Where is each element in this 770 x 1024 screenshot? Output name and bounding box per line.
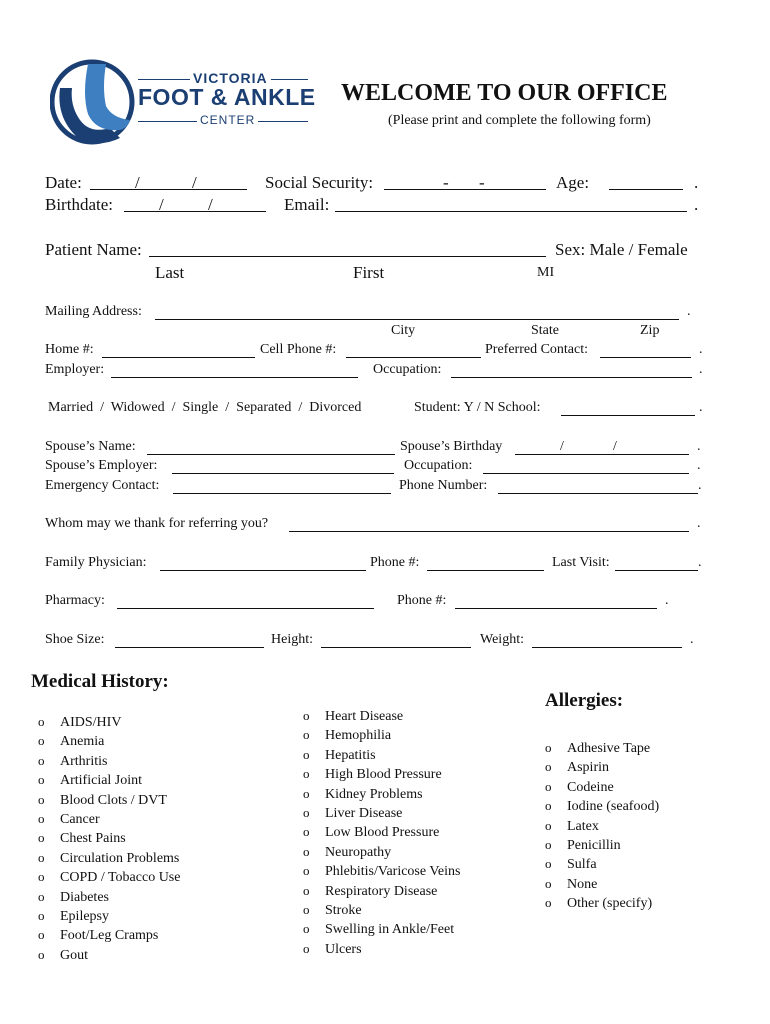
checkbox-circle-icon[interactable]: o bbox=[38, 733, 45, 749]
email-field[interactable] bbox=[335, 211, 687, 212]
line-end-period: . bbox=[690, 632, 694, 647]
referral-label: Whom may we thank for referring you? bbox=[45, 516, 269, 531]
weight-label: Weight: bbox=[480, 632, 524, 647]
medical-history-item-label: Ulcers bbox=[325, 941, 362, 957]
medical-history-item-label: Liver Disease bbox=[325, 806, 403, 821]
family-physician-field[interactable] bbox=[160, 570, 366, 571]
medical-history-item-label: Hemophilia bbox=[325, 728, 392, 744]
medical-history-item-label: Epilepsy bbox=[60, 909, 109, 924]
allergy-item-label: Sulfa bbox=[567, 857, 597, 873]
family-physician-label: Family Physician: bbox=[45, 555, 147, 570]
physician-phone-field[interactable] bbox=[427, 570, 544, 571]
checkbox-circle-icon[interactable]: o bbox=[303, 746, 310, 762]
checkbox-circle-icon[interactable]: o bbox=[303, 921, 310, 937]
medical-history-item-label: Neuropathy bbox=[325, 844, 392, 860]
home-phone-field[interactable] bbox=[102, 357, 255, 358]
checkbox-circle-icon[interactable]: o bbox=[38, 714, 45, 729]
medical-history-item-label: Heart Disease bbox=[325, 709, 404, 724]
medical-history-item-label: Cancer bbox=[60, 812, 100, 827]
checkbox-circle-icon[interactable]: o bbox=[303, 940, 310, 956]
checkbox-circle-icon[interactable]: o bbox=[303, 785, 310, 801]
checkbox-circle-icon[interactable]: o bbox=[38, 811, 45, 826]
ssn-label: Social Security: bbox=[265, 173, 374, 192]
spouse-birthday-separator: / bbox=[613, 439, 617, 454]
allergy-item[interactable] bbox=[545, 759, 609, 776]
checkbox-circle-icon[interactable]: o bbox=[545, 759, 552, 775]
age-label: Age: bbox=[556, 173, 590, 192]
medical-history-item[interactable] bbox=[38, 908, 109, 925]
medical-history-item-label: Arthritis bbox=[60, 753, 108, 769]
checkbox-circle-icon[interactable]: o bbox=[303, 766, 310, 782]
line-end-period: . bbox=[698, 478, 702, 493]
page-subtitle: (Please print and complete the following form) bbox=[388, 113, 651, 128]
email-label: Email: bbox=[284, 195, 330, 214]
preferred-contact-field[interactable] bbox=[600, 357, 691, 358]
allergy-item[interactable] bbox=[545, 779, 614, 796]
marital-status-options[interactable]: Married / Widowed / Single / Separated / Divorced bbox=[48, 400, 362, 415]
checkbox-circle-icon[interactable]: o bbox=[545, 740, 552, 755]
mi-caption: MI bbox=[537, 265, 555, 280]
checkbox-circle-icon[interactable]: o bbox=[545, 837, 552, 852]
medical-history-item-label: Circulation Problems bbox=[60, 850, 180, 866]
medical-history-item-label: Phlebitis/Varicose Veins bbox=[325, 864, 461, 880]
line-end-period: . bbox=[697, 516, 701, 531]
medical-history-item-label: Foot/Leg Cramps bbox=[60, 928, 159, 944]
spouse-name-label: Spouse’s Name: bbox=[45, 439, 136, 454]
pharmacy-phone-label: Phone #: bbox=[397, 593, 447, 608]
pharmacy-label: Pharmacy: bbox=[45, 593, 105, 608]
date-separator: / bbox=[135, 173, 140, 192]
clinic-logo bbox=[50, 58, 320, 148]
medical-history-item[interactable] bbox=[303, 941, 362, 958]
medical-history-item-label: Gout bbox=[60, 947, 88, 963]
medical-history-item-label: Artificial Joint bbox=[60, 773, 143, 789]
allergy-item-label: Penicillin bbox=[567, 838, 621, 853]
occupation-label: Occupation: bbox=[373, 362, 442, 377]
checkbox-circle-icon[interactable]: o bbox=[303, 708, 310, 723]
spouse-occupation-label: Occupation: bbox=[404, 458, 473, 473]
birthdate-separator: / bbox=[159, 195, 164, 214]
medical-history-item[interactable] bbox=[38, 889, 109, 906]
medical-history-item-label: Anemia bbox=[60, 734, 105, 750]
checkbox-circle-icon[interactable]: o bbox=[303, 805, 310, 820]
allergy-item-label: Aspirin bbox=[567, 760, 609, 776]
pharmacy-field[interactable] bbox=[117, 608, 374, 609]
medical-history-item[interactable] bbox=[303, 708, 403, 725]
medical-history-item-label: Swelling in Ankle/Feet bbox=[325, 922, 455, 938]
patient-name-label: Patient Name: bbox=[45, 240, 142, 259]
employer-field[interactable] bbox=[111, 377, 358, 378]
preferred-contact-label: Preferred Contact: bbox=[485, 342, 589, 357]
last-name-caption: Last bbox=[155, 263, 185, 282]
birthdate-label: Birthdate: bbox=[45, 195, 113, 214]
line-end-period: . bbox=[699, 342, 703, 357]
medical-history-item-label: Stroke bbox=[325, 903, 362, 918]
allergy-item-label: Adhesive Tape bbox=[567, 741, 651, 756]
medical-history-item-label: COPD / Tobacco Use bbox=[60, 870, 181, 886]
height-label: Height: bbox=[271, 632, 313, 647]
employer-label: Employer: bbox=[45, 362, 105, 377]
cell-phone-field[interactable] bbox=[346, 357, 481, 358]
logo-line-victoria: VICTORIA bbox=[190, 70, 271, 86]
occupation-field[interactable] bbox=[451, 377, 692, 378]
spouse-employer-field[interactable] bbox=[172, 473, 394, 474]
ssn-field[interactable] bbox=[384, 189, 546, 190]
medical-history-heading: Medical History: bbox=[31, 671, 169, 692]
allergy-item[interactable] bbox=[545, 798, 659, 815]
line-end-period: . bbox=[699, 400, 703, 415]
medical-history-item[interactable] bbox=[38, 772, 142, 789]
line-end-period: . bbox=[697, 458, 701, 473]
date-label: Date: bbox=[45, 173, 82, 192]
medical-history-item[interactable] bbox=[303, 902, 362, 919]
medical-history-item[interactable] bbox=[38, 753, 107, 770]
medical-history-item[interactable] bbox=[303, 863, 460, 880]
allergy-item[interactable] bbox=[545, 818, 599, 835]
checkbox-circle-icon[interactable]: o bbox=[545, 798, 552, 814]
line-end-period: . bbox=[699, 362, 703, 377]
medical-history-item[interactable] bbox=[303, 805, 402, 822]
medical-history-item-label: Blood Clots / DVT bbox=[60, 792, 167, 808]
spouse-birthday-field[interactable] bbox=[515, 454, 689, 455]
checkbox-circle-icon[interactable]: o bbox=[303, 863, 310, 879]
medical-history-item[interactable] bbox=[303, 747, 376, 764]
medical-history-item[interactable] bbox=[38, 792, 167, 809]
medical-history-item[interactable] bbox=[38, 927, 158, 944]
medical-history-item[interactable] bbox=[303, 727, 391, 744]
emergency-contact-label: Emergency Contact: bbox=[45, 478, 160, 493]
checkbox-circle-icon[interactable]: o bbox=[303, 843, 310, 859]
line-end-period: . bbox=[665, 593, 669, 608]
emergency-phone-field[interactable] bbox=[498, 493, 698, 494]
medical-history-item[interactable] bbox=[38, 869, 180, 886]
home-phone-label: Home #: bbox=[45, 342, 94, 357]
medical-history-item-label: Diabetes bbox=[60, 889, 109, 905]
medical-history-item-label: Respiratory Disease bbox=[325, 883, 438, 899]
referral-field[interactable] bbox=[289, 531, 689, 532]
mailing-address-field[interactable] bbox=[155, 319, 679, 320]
medical-history-item[interactable] bbox=[303, 766, 442, 783]
medical-history-item[interactable] bbox=[38, 850, 179, 867]
date-separator: / bbox=[192, 173, 197, 192]
student-school-label: Student: Y / N School: bbox=[414, 400, 541, 415]
allergy-item-label: None bbox=[567, 876, 598, 892]
mailing-address-label: Mailing Address: bbox=[45, 304, 142, 319]
cell-phone-label: Cell Phone #: bbox=[260, 342, 337, 357]
allergy-item[interactable] bbox=[545, 856, 597, 873]
emergency-contact-field[interactable] bbox=[173, 493, 391, 494]
medical-history-item[interactable] bbox=[303, 824, 439, 841]
spouse-occupation-field[interactable] bbox=[483, 473, 689, 474]
medical-history-item[interactable] bbox=[38, 830, 126, 847]
medical-history-item-label: Chest Pains bbox=[60, 831, 126, 847]
medical-history-item[interactable] bbox=[38, 714, 121, 731]
checkbox-circle-icon[interactable]: o bbox=[545, 778, 552, 794]
shoe-size-label: Shoe Size: bbox=[45, 632, 105, 647]
age-field[interactable] bbox=[609, 189, 683, 190]
allergies-heading: Allergies: bbox=[545, 690, 624, 711]
checkbox-circle-icon[interactable]: o bbox=[38, 772, 45, 788]
checkbox-circle-icon[interactable]: o bbox=[38, 869, 45, 885]
weight-field[interactable] bbox=[532, 647, 682, 648]
city-caption: City bbox=[391, 323, 416, 338]
emergency-phone-label: Phone Number: bbox=[399, 478, 488, 493]
shoe-size-field[interactable] bbox=[115, 647, 264, 648]
sex-label: Sex: Male / Female bbox=[555, 240, 688, 259]
birthdate-separator: / bbox=[208, 195, 213, 214]
checkbox-circle-icon[interactable]: o bbox=[38, 830, 45, 846]
height-field[interactable] bbox=[321, 647, 471, 648]
line-end-period: . bbox=[694, 173, 699, 192]
physician-phone-label: Phone #: bbox=[370, 555, 420, 570]
allergy-item[interactable] bbox=[545, 876, 597, 893]
medical-history-item[interactable] bbox=[303, 786, 423, 803]
page-title: WELCOME TO OUR OFFICE bbox=[341, 80, 668, 106]
checkbox-circle-icon[interactable]: o bbox=[545, 875, 552, 891]
pharmacy-phone-field[interactable] bbox=[455, 608, 657, 609]
checkbox-circle-icon[interactable]: o bbox=[38, 752, 45, 768]
medical-history-item[interactable] bbox=[303, 921, 454, 938]
school-field[interactable] bbox=[561, 415, 695, 416]
line-end-period: . bbox=[697, 439, 701, 454]
foot-logo-icon bbox=[50, 58, 140, 148]
patient-name-field[interactable] bbox=[149, 256, 546, 257]
medical-history-item[interactable] bbox=[303, 844, 391, 861]
allergy-item[interactable] bbox=[545, 740, 650, 757]
allergy-item-label: Other (specify) bbox=[567, 896, 653, 912]
checkbox-circle-icon[interactable]: o bbox=[545, 856, 552, 872]
checkbox-circle-icon[interactable]: o bbox=[38, 849, 45, 865]
medical-history-item[interactable] bbox=[38, 733, 104, 750]
checkbox-circle-icon[interactable]: o bbox=[38, 791, 45, 807]
date-field[interactable] bbox=[90, 189, 247, 190]
allergy-item-label: Latex bbox=[567, 818, 599, 834]
first-name-caption: First bbox=[353, 263, 385, 282]
allergy-item[interactable] bbox=[545, 837, 621, 854]
checkbox-circle-icon[interactable]: o bbox=[303, 902, 310, 917]
spouse-employer-label: Spouse’s Employer: bbox=[45, 458, 158, 473]
logo-line-foot-ankle: FOOT & ANKLE bbox=[138, 84, 316, 110]
medical-history-item[interactable] bbox=[303, 883, 437, 900]
spouse-name-field[interactable] bbox=[147, 454, 395, 455]
birthdate-field[interactable] bbox=[124, 211, 266, 212]
spouse-birthday-separator: / bbox=[560, 439, 564, 454]
checkbox-circle-icon[interactable]: o bbox=[303, 882, 310, 898]
line-end-period: . bbox=[698, 555, 702, 570]
checkbox-circle-icon[interactable]: o bbox=[303, 727, 310, 743]
zip-caption: Zip bbox=[640, 323, 660, 338]
checkbox-circle-icon[interactable]: o bbox=[545, 895, 552, 911]
checkbox-circle-icon[interactable]: o bbox=[38, 888, 45, 904]
line-end-period: . bbox=[687, 304, 691, 319]
checkbox-circle-icon[interactable]: o bbox=[38, 946, 45, 962]
allergy-item-label: Codeine bbox=[567, 779, 614, 795]
medical-history-item[interactable] bbox=[38, 947, 88, 964]
ssn-separator: - bbox=[479, 173, 485, 192]
medical-history-item-label: Kidney Problems bbox=[325, 786, 423, 802]
allergy-item[interactable] bbox=[545, 895, 652, 912]
medical-history-item[interactable] bbox=[38, 811, 100, 828]
medical-history-item-label: High Blood Pressure bbox=[325, 767, 442, 783]
allergy-item-label: Iodine (seafood) bbox=[567, 799, 660, 815]
ssn-separator: - bbox=[443, 173, 449, 192]
spouse-birthday-label: Spouse’s Birthday bbox=[400, 439, 503, 454]
checkbox-circle-icon[interactable]: o bbox=[303, 824, 310, 840]
checkbox-circle-icon[interactable]: o bbox=[38, 927, 45, 943]
checkbox-circle-icon[interactable]: o bbox=[545, 817, 552, 833]
medical-history-item-label: AIDS/HIV bbox=[60, 715, 122, 730]
last-visit-field[interactable] bbox=[615, 570, 698, 571]
logo-line-center: CENTER bbox=[197, 113, 258, 127]
line-end-period: . bbox=[694, 195, 699, 214]
medical-history-item-label: Hepatitis bbox=[325, 747, 376, 763]
state-caption: State bbox=[531, 323, 559, 338]
checkbox-circle-icon[interactable]: o bbox=[38, 908, 45, 923]
last-visit-label: Last Visit: bbox=[552, 555, 610, 570]
medical-history-item-label: Low Blood Pressure bbox=[325, 825, 440, 841]
